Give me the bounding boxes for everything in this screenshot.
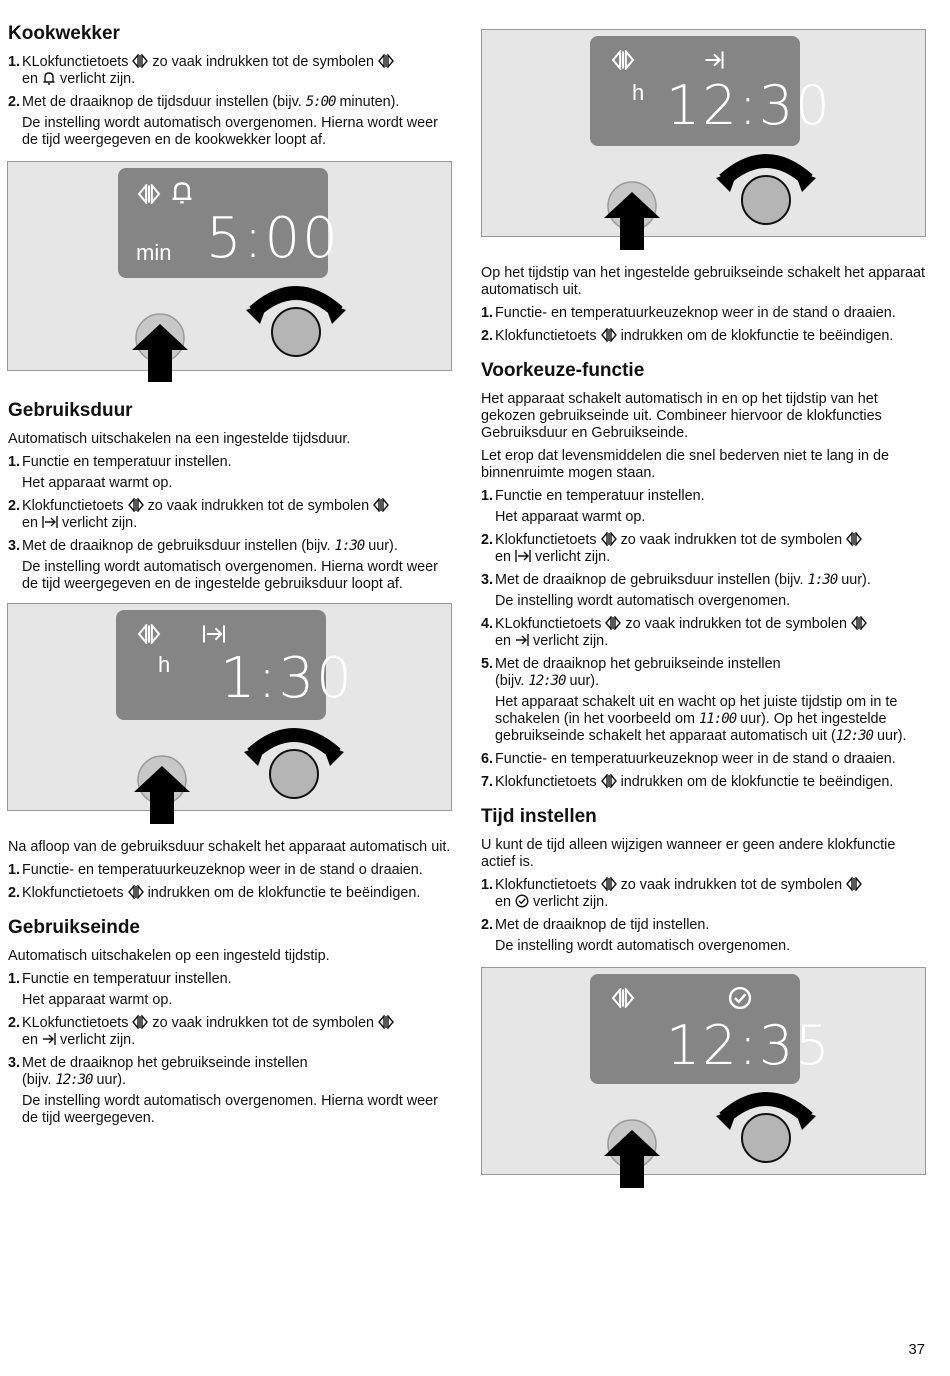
gebruiksduur-step-3: 3. Met de draaiknop de gebruiksduur instellen (bijv. 1:30 uur). De instelling wordt automatisch overgenomen. Hierna wordt weer de tijd weergegeven en de ingestelde gebruiksduur loopt af. xyxy=(8,538,438,592)
duration-icon xyxy=(200,624,228,644)
clock-function-icon xyxy=(136,624,162,644)
duration-icon xyxy=(515,549,531,563)
voorkeuze-step-3: 3. Met de draaiknop de gebruiksduur instellen (bijv. 1:30 uur). De instelling wordt automatisch overgenomen. xyxy=(481,572,871,609)
voorkeuze-p2: Let erop dat levensmiddelen die snel bederven niet te lang in de binnenruimte mogen staan. xyxy=(481,448,890,481)
clock-button-press[interactable] xyxy=(600,1108,664,1188)
clock-button-press[interactable] xyxy=(130,744,194,824)
voorkeuze-step-6: 6. Functie- en temperatuurkeuzeknop weer in de stand o draaien. xyxy=(481,751,896,767)
gebruiksduur-figure xyxy=(7,603,452,811)
gebruiksduur-step-1: 1. Functie en temperatuur instellen. Het apparaat warmt op. xyxy=(8,454,232,491)
duration-icon xyxy=(42,515,58,529)
display-panel xyxy=(118,168,340,278)
clock-function-icon xyxy=(601,328,617,342)
end-time-icon xyxy=(515,633,529,647)
clock-function-icon xyxy=(601,774,617,788)
gebruikseinde-after-step-2: 2. Klokfunctietoets indrukken om de klokfunctie te beëindigen. xyxy=(481,328,894,344)
clock-function-icon xyxy=(128,498,144,512)
display-time: 1:30 xyxy=(220,646,354,711)
gebruikseinde-title: Gebruikseinde xyxy=(8,917,140,938)
clock-function-icon xyxy=(610,988,636,1008)
tijd-title: Tijd instellen xyxy=(481,806,597,827)
clock-check-icon xyxy=(728,986,752,1010)
clock-function-icon xyxy=(128,885,144,899)
end-time-icon xyxy=(702,50,726,70)
end-time-icon xyxy=(42,1032,56,1046)
kookwekker-figure xyxy=(7,161,452,371)
clock-function-icon xyxy=(136,184,162,204)
gebruiksduur-step-2: 2. Klokfunctietoets zo vaak indrukken tot de symbolen en verlicht zijn. xyxy=(8,498,453,532)
clock-button-press[interactable] xyxy=(600,170,664,250)
clock-function-icon xyxy=(132,1015,148,1029)
display-unit: min xyxy=(136,240,172,265)
tijd-step-2: 2. Met de draaiknop de tijd instellen. De instelling wordt automatisch overgenomen. xyxy=(481,917,791,954)
rotary-knob[interactable] xyxy=(246,280,346,360)
gebruikseinde-after: Op het tijdstip van het ingestelde gebruikseinde schakelt het apparaat automatisch uit. xyxy=(481,265,926,298)
display-time: 12:30 xyxy=(666,74,832,137)
kookwekker-step-2: 2. Met de draaiknop de tijdsduur instellen (bijv. 5:00 minuten). De instelling wordt automatisch overgenomen. Hierna wordt weer de tijd weergegeven en de kookwekker loopt af. xyxy=(8,94,438,148)
display-unit: h xyxy=(632,80,645,105)
voorkeuze-step-5: 5. Met de draaiknop het gebruikseinde instellen (bijv. 12:30 uur). Het apparaat schakelt uit en wacht op het juiste tijdstip om in te schakelen (in het voorbeeld om 11:00 uur). Op het ingestelde gebruikseinde schakelt het apparaat automatisch uit (12:30 uur). xyxy=(481,656,907,744)
clock-check-icon xyxy=(515,894,529,908)
gebruikseinde-step-2: 2. KLokfunctietoets zo vaak indrukken tot de symbolen en verlicht zijn. xyxy=(8,1015,453,1049)
voorkeuze-title: Voorkeuze-functie xyxy=(481,360,645,381)
bell-icon xyxy=(42,71,56,85)
clock-function-icon xyxy=(132,54,148,68)
gebruiksduur-intro: Automatisch uitschakelen na een ingestelde tijdsduur. xyxy=(8,431,351,447)
gebruikseinde-step-3: 3. Met de draaiknop het gebruikseinde instellen (bijv. 12:30 uur). De instelling wordt automatisch overgenomen. Hierna wordt weer de tijd weergegeven. xyxy=(8,1055,438,1126)
clock-function-icon xyxy=(846,532,862,546)
voorkeuze-p1: Het apparaat schakelt automatisch in en op het tijdstip van het gekozen gebruikseinde uit. Combineer hiervoor de klokfuncties Gebruiksduur en Gebruikseinde. xyxy=(481,391,882,441)
gebruiksduur-after: Na afloop van de gebruiksduur schakelt het apparaat automatisch uit. xyxy=(8,839,451,855)
bell-icon xyxy=(170,180,194,204)
tijd-intro: U kunt de tijd alleen wijzigen wanneer er geen andere klokfunctie actief is. xyxy=(481,837,896,870)
clock-function-icon xyxy=(601,877,617,891)
display-panel xyxy=(116,610,354,720)
gebruikseinde-intro: Automatisch uitschakelen op een ingesteld tijdstip. xyxy=(8,948,330,964)
display-unit: h xyxy=(158,652,171,677)
clock-function-icon xyxy=(605,616,621,630)
clock-function-icon xyxy=(601,532,617,546)
gebruikseinde-after-step-1: 1. Functie- en temperatuurkeuzeknop weer in de stand o draaien. xyxy=(481,305,896,321)
clock-function-icon xyxy=(373,498,389,512)
rotary-knob[interactable] xyxy=(716,148,816,228)
clock-button-press[interactable] xyxy=(128,302,192,382)
voorkeuze-step-7: 7. Klokfunctietoets indrukken om de klokfunctie te beëindigen. xyxy=(481,774,894,790)
clock-function-icon xyxy=(378,1015,394,1029)
kookwekker-title: Kookwekker xyxy=(8,23,120,44)
display-panel xyxy=(590,36,832,146)
page-number: 37 xyxy=(908,1341,925,1358)
clock-function-icon xyxy=(846,877,862,891)
kookwekker-step-1: 1. KLokfunctietoets zo vaak indrukken tot de symbolen en verlicht zijn. xyxy=(8,54,453,88)
clock-function-icon xyxy=(851,616,867,630)
clock-function-icon xyxy=(610,50,636,70)
voorkeuze-step-4: 4. KLokfunctietoets zo vaak indrukken tot de symbolen en verlicht zijn. xyxy=(481,616,926,650)
gebruikseinde-figure xyxy=(481,29,926,237)
gebruiksduur-title: Gebruiksduur xyxy=(8,400,133,421)
gebruiksduur-after-step-1: 1. Functie- en temperatuurkeuzeknop weer in de stand o draaien. xyxy=(8,862,423,878)
rotary-knob[interactable] xyxy=(244,722,344,802)
display-time: 12:35 xyxy=(666,1014,832,1077)
tijd-step-1: 1. Klokfunctietoets zo vaak indrukken tot de symbolen en verlicht zijn. xyxy=(481,877,926,911)
voorkeuze-step-1: 1. Functie en temperatuur instellen. Het apparaat warmt op. xyxy=(481,488,705,525)
clock-function-icon xyxy=(378,54,394,68)
gebruiksduur-after-step-2: 2. Klokfunctietoets indrukken om de klokfunctie te beëindigen. xyxy=(8,885,421,901)
display-panel xyxy=(590,974,832,1084)
gebruikseinde-step-1: 1. Functie en temperatuur instellen. Het apparaat warmt op. xyxy=(8,971,232,1008)
display-time: 5:00 xyxy=(206,206,340,271)
rotary-knob[interactable] xyxy=(716,1086,816,1166)
tijd-figure xyxy=(481,967,926,1175)
voorkeuze-step-2: 2. Klokfunctietoets zo vaak indrukken tot de symbolen en verlicht zijn. xyxy=(481,532,926,566)
